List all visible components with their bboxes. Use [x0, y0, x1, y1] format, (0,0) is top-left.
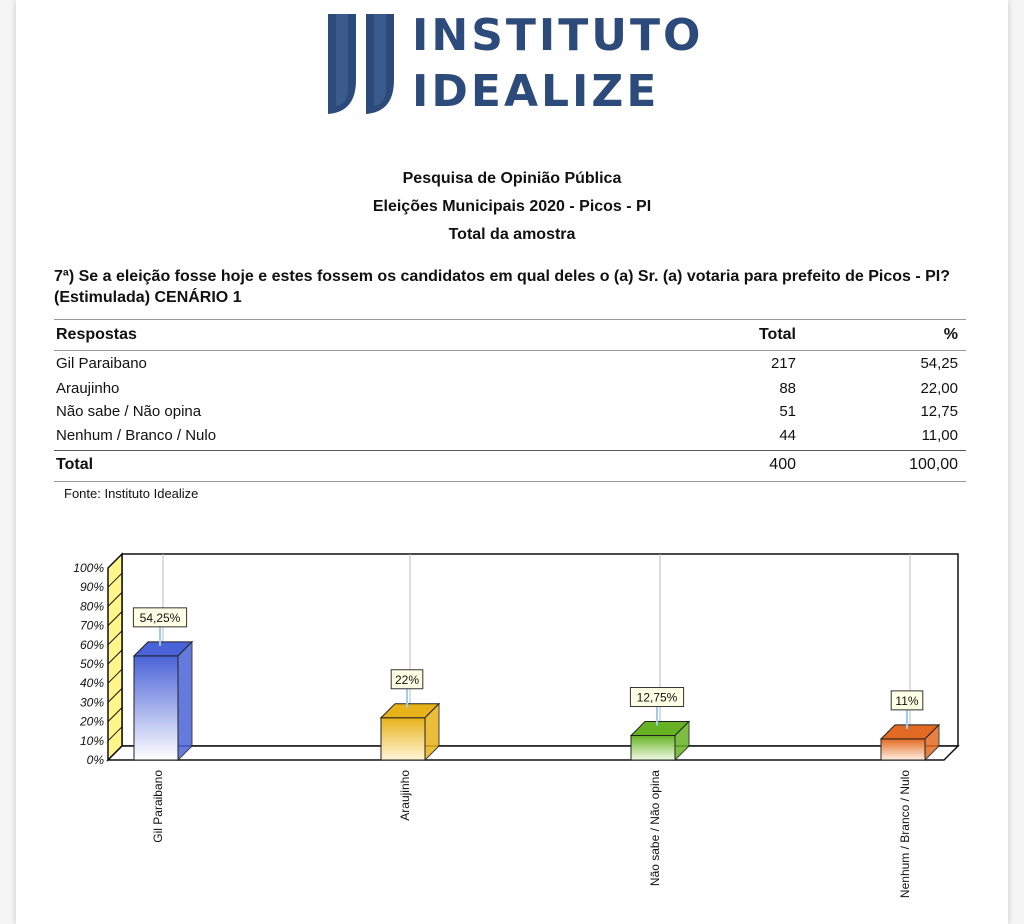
row-percent: 22,00 — [920, 380, 958, 397]
source-note: Fonte: Instituto Idealize — [64, 486, 199, 501]
table-row — [54, 380, 966, 402]
y-tick-label: 40% — [79, 676, 104, 691]
row-percent: 54,25 — [920, 355, 958, 372]
table-header-rule — [54, 350, 966, 351]
row-label: Não sabe / Não opina — [56, 403, 202, 420]
header-total: Total — [758, 326, 796, 343]
sample-label: Total da amostra — [448, 226, 576, 243]
y-tick-label: 100% — [73, 561, 104, 575]
total-count: 400 — [769, 456, 796, 473]
chart-back-wall — [122, 554, 958, 746]
table-header-row — [54, 326, 966, 348]
row-label: Nenhum / Branco / Nulo — [56, 427, 217, 444]
row-percent: 12,75 — [920, 403, 958, 420]
bar — [134, 656, 178, 760]
bar — [631, 736, 675, 760]
header-respostas: Respostas — [56, 326, 137, 343]
x-category-label: Não sabe / Não opina — [648, 770, 662, 887]
total-label: Total — [56, 456, 94, 473]
x-category-label: Nenhum / Branco / Nulo — [898, 770, 912, 899]
table-row — [54, 427, 966, 449]
row-total: 51 — [779, 403, 796, 420]
bar-side — [178, 642, 192, 760]
table-total-rule — [54, 450, 966, 451]
row-total: 217 — [770, 355, 796, 372]
table-row — [54, 355, 966, 377]
row-total: 88 — [779, 380, 796, 397]
data-label: 54,25% — [139, 610, 181, 625]
y-tick-label: 0% — [86, 753, 104, 767]
row-label: Gil Paraibano — [56, 355, 147, 372]
table-row — [54, 403, 966, 425]
data-label: 11% — [895, 693, 919, 708]
y-tick-label: 50% — [79, 657, 104, 671]
data-label: 22% — [394, 672, 420, 687]
total-percent: 100,00 — [909, 456, 958, 473]
chart-floor — [108, 746, 958, 760]
bar — [881, 739, 925, 760]
table-total-row — [54, 456, 966, 478]
y-tick-label: 20% — [79, 714, 104, 729]
row-label: Araujinho — [56, 380, 120, 397]
header-percent: % — [943, 326, 958, 343]
y-tick-label: 30% — [79, 695, 104, 710]
idealize-logo-icon — [326, 8, 398, 118]
y-tick-label: 10% — [79, 733, 104, 748]
report-title: Pesquisa de Opinião Pública — [402, 170, 622, 187]
logo-line-1: INSTITUTO — [412, 10, 704, 61]
question-text: 7ª) Se a eleição fosse hoje e estes fossem os candidatos em qual deles o (a) Sr. (a) votaria para prefeito de Picos - PI? (Estimulada) CENÁRIO 1 — [54, 268, 951, 306]
x-category-label: Gil Paraibano — [151, 770, 165, 843]
table-bottom-rule — [54, 481, 966, 482]
bar-chart — [0, 540, 1024, 924]
x-category-label: Araujinho — [398, 770, 412, 821]
bar — [381, 718, 425, 760]
y-tick-label: 60% — [79, 637, 104, 652]
logo-line-2: IDEALIZE — [412, 66, 660, 117]
y-tick-label: 70% — [79, 618, 104, 633]
data-label: 12,75% — [636, 690, 678, 705]
table-top-rule — [54, 319, 966, 320]
y-tick-label: 80% — [79, 599, 104, 614]
y-tick-label: 90% — [79, 580, 104, 595]
report-subtitle: Eleições Municipais 2020 - Picos - PI — [372, 198, 652, 215]
row-total: 44 — [779, 427, 796, 444]
row-percent: 11,00 — [921, 427, 958, 444]
